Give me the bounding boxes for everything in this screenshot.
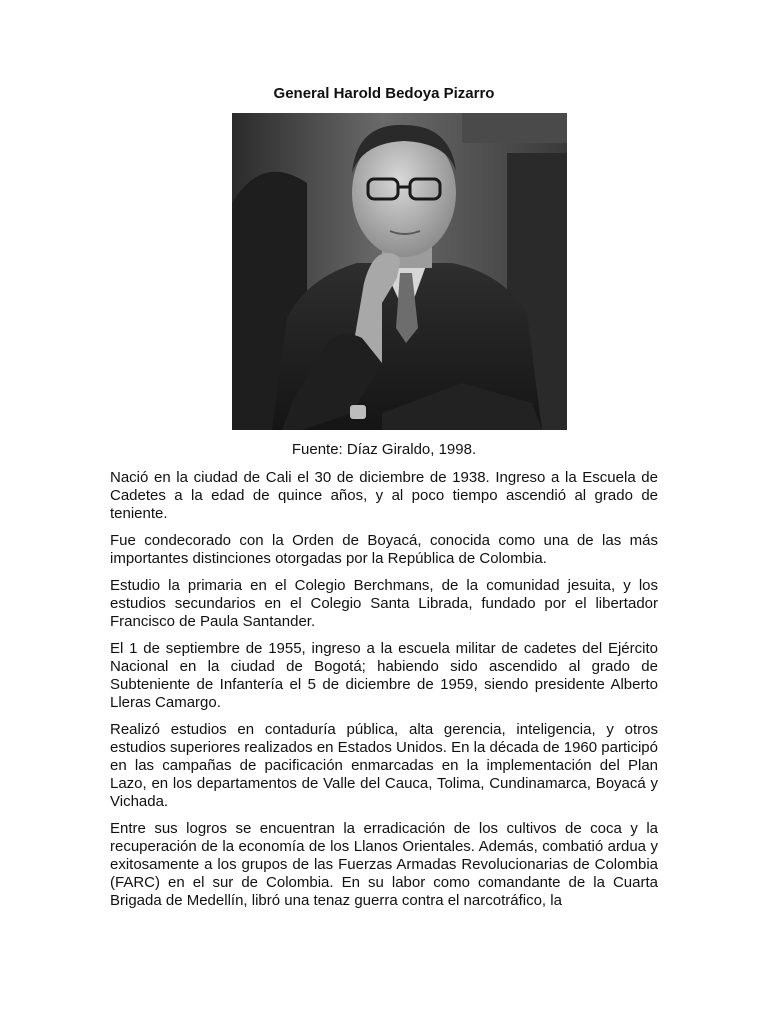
paragraph: Fue condecorado con la Orden de Boyacá, conocida como una de las más importantes distinciones otorgadas por la República de Colombia. — [110, 532, 658, 567]
photo-caption: Fuente: Díaz Giraldo, 1998. — [291, 441, 477, 458]
portrait-photo — [232, 113, 567, 430]
document-title: General Harold Bedoya Pizarro — [273, 85, 495, 102]
paragraph: Realizó estudios en contaduría pública, alta gerencia, inteligencia, y otros estudios superiores realizados en Estados Unidos. En la década de 1960 participó en las campañas de pacificación enmarcadas en la implementación del Plan Lazo, en los departamentos de Valle del Cauca, Tolima, Cundinamarca, Boyacá y Vichada. — [110, 721, 658, 810]
paragraph: Entre sus logros se encuentran la erradicación de los cultivos de coca y la recuperación de la economía de los Llanos Orientales. Además, combatió ardua y exitosamente a los grupos de las Fuerzas Armadas Revolucionarias de Colombia (FARC) en el sur de Colombia. En su labor como comandante de la Cuarta Brigada de Medellín, libró una tenaz guerra contra el narcotráfico, la — [110, 820, 658, 909]
paragraph: Nació en la ciudad de Cali el 30 de diciembre de 1938. Ingreso a la Escuela de Cadetes a la edad de quince años, y al poco tiempo ascendió al grado de teniente. — [110, 469, 658, 522]
document-body — [110, 469, 658, 919]
paragraph: Estudio la primaria en el Colegio Berchmans, de la comunidad jesuita, y los estudios secundarios en el Colegio Santa Librada, fundado por el libertador Francisco de Paula Santander. — [110, 577, 658, 630]
paragraph: El 1 de septiembre de 1955, ingreso a la escuela militar de cadetes del Ejército Nacional en la ciudad de Bogotá; habiendo sido ascendido al grado de Subteniente de Infantería el 5 de diciembre de 1959, siendo presidente Alberto Lleras Camargo. — [110, 640, 658, 711]
